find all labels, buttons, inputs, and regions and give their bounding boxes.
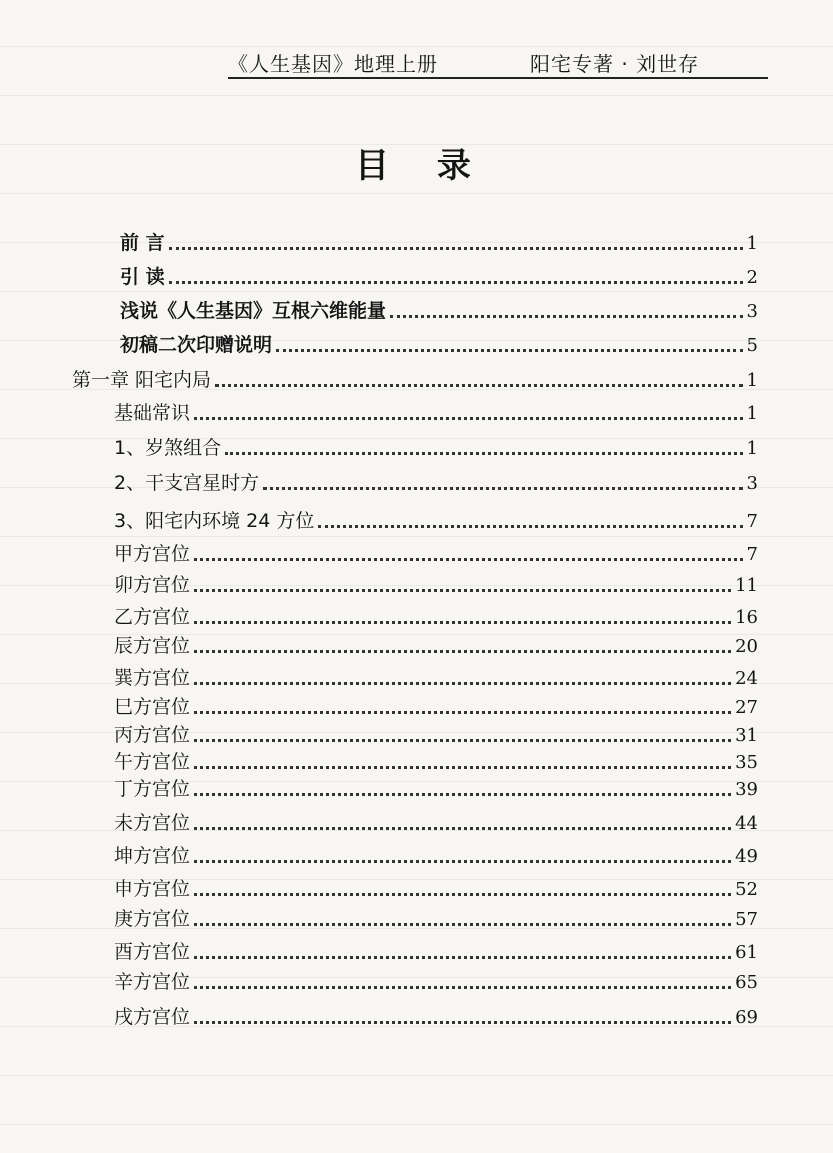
toc-entry-label: 1、岁煞组合 (114, 437, 222, 459)
toc-chapter-entry (72, 363, 758, 397)
toc-entry-page: 5 (746, 335, 758, 356)
toc-entry-label: 3、阳宅内环境 24 方位 (114, 510, 315, 532)
toc-entry-label: 坤方宫位 (114, 845, 191, 867)
toc-entry (114, 839, 758, 873)
toc-entry-label: 戌方宫位 (114, 1006, 191, 1028)
dot-leader (194, 766, 731, 769)
toc-entry-page: 27 (735, 697, 758, 718)
toc-entry-label: 2、干支宫星时方 (114, 472, 260, 494)
toc-entry (114, 431, 758, 465)
toc-entry-page: 1 (746, 370, 758, 391)
dot-leader (194, 893, 731, 896)
toc-entry-page: 69 (735, 1007, 758, 1028)
toc-entry (114, 537, 758, 571)
toc-entry (120, 226, 758, 260)
toc-entry-page: 57 (735, 909, 758, 930)
toc-entry-page: 3 (746, 473, 758, 494)
dot-leader (194, 417, 743, 420)
dot-leader (194, 1021, 731, 1024)
toc-entry-page: 20 (735, 636, 758, 657)
toc-entry-label: 辛方宫位 (114, 971, 191, 993)
toc-entry-label: 巽方宫位 (114, 667, 191, 689)
toc-entry-label: 巳方宫位 (114, 696, 191, 718)
toc-entry-page: 44 (735, 813, 758, 834)
toc-entry (120, 328, 758, 362)
dot-leader (194, 589, 731, 592)
toc-entry-page: 1 (746, 403, 758, 424)
toc-entry-page: 1 (746, 233, 758, 254)
toc-entry (114, 396, 758, 430)
toc-entry-page: 31 (735, 725, 758, 746)
toc-entry (114, 806, 758, 840)
toc-entry-label: 初稿二次印赠说明 (120, 334, 273, 356)
dot-leader (390, 315, 743, 318)
toc-entry-page: 49 (735, 846, 758, 867)
toc-entry-label: 申方宫位 (114, 878, 191, 900)
dot-leader (194, 650, 731, 653)
toc-entry (114, 1000, 758, 1034)
dot-leader (169, 281, 743, 284)
dot-leader (169, 247, 743, 250)
toc-entry (114, 902, 758, 936)
dot-leader (225, 452, 742, 455)
toc-entry-label: 引 读 (120, 266, 165, 288)
dot-leader (194, 739, 731, 742)
toc-entry-page: 3 (746, 301, 758, 322)
dot-leader (263, 487, 742, 490)
toc-entry-label: 甲方宫位 (114, 543, 191, 565)
toc-entry-label: 庚方宫位 (114, 908, 191, 930)
dot-leader (276, 349, 743, 352)
toc-entry-label: 卯方宫位 (114, 574, 191, 596)
dot-leader (194, 558, 743, 561)
dot-leader (194, 923, 731, 926)
dot-leader (194, 621, 731, 624)
toc-entry-page: 39 (735, 779, 758, 800)
toc-entry-label: 辰方宫位 (114, 635, 191, 657)
page-title: 目 录 (355, 146, 489, 186)
toc-entry (114, 466, 758, 500)
toc-entry-label: 酉方宫位 (114, 941, 191, 963)
toc-entry-page: 7 (746, 511, 758, 532)
header-book-title: 《人生基因》地理上册 (228, 52, 438, 76)
toc-entry-label: 未方宫位 (114, 812, 191, 834)
toc-entry (120, 260, 758, 294)
toc-entry-page: 35 (735, 752, 758, 773)
toc-entry-page: 65 (735, 972, 758, 993)
dot-leader (194, 682, 731, 685)
dot-leader (215, 384, 743, 387)
toc-entry-page: 16 (735, 607, 758, 628)
toc-entry-label: 乙方宫位 (114, 606, 191, 628)
dot-leader (194, 711, 731, 714)
dot-leader (194, 860, 731, 863)
dot-leader (318, 525, 742, 528)
toc-entry (114, 965, 758, 999)
toc-entry (114, 872, 758, 906)
toc-entry-label: 丁方宫位 (114, 778, 191, 800)
dot-leader (194, 956, 731, 959)
toc-entry-label: 基础常识 (114, 402, 191, 424)
toc-entry-page: 2 (746, 267, 758, 288)
toc-entry-label: 前 言 (120, 232, 165, 254)
toc-entry-page: 11 (735, 575, 758, 596)
toc-entry-page: 1 (746, 438, 758, 459)
toc-entry-label: 浅说《人生基因》互根六维能量 (120, 300, 387, 322)
toc-entry-page: 61 (735, 942, 758, 963)
toc-entry-label: 午方宫位 (114, 751, 191, 773)
toc-entry (114, 629, 758, 663)
toc-entry-page: 52 (735, 879, 758, 900)
toc-entry-page: 7 (746, 544, 758, 565)
toc-entry (114, 935, 758, 969)
toc-entry-label: 第一章 阳宅内局 (72, 369, 212, 391)
toc-entry (114, 772, 758, 806)
toc-entry (114, 568, 758, 602)
toc-entry (114, 504, 758, 538)
toc-entry-label: 丙方宫位 (114, 724, 191, 746)
dot-leader (194, 793, 731, 796)
header-author: 阳宅专著 · 刘世存 (530, 52, 700, 76)
dot-leader (194, 827, 731, 830)
toc-entry (120, 294, 758, 328)
dot-leader (194, 986, 731, 989)
toc-entry-page: 24 (735, 668, 758, 689)
